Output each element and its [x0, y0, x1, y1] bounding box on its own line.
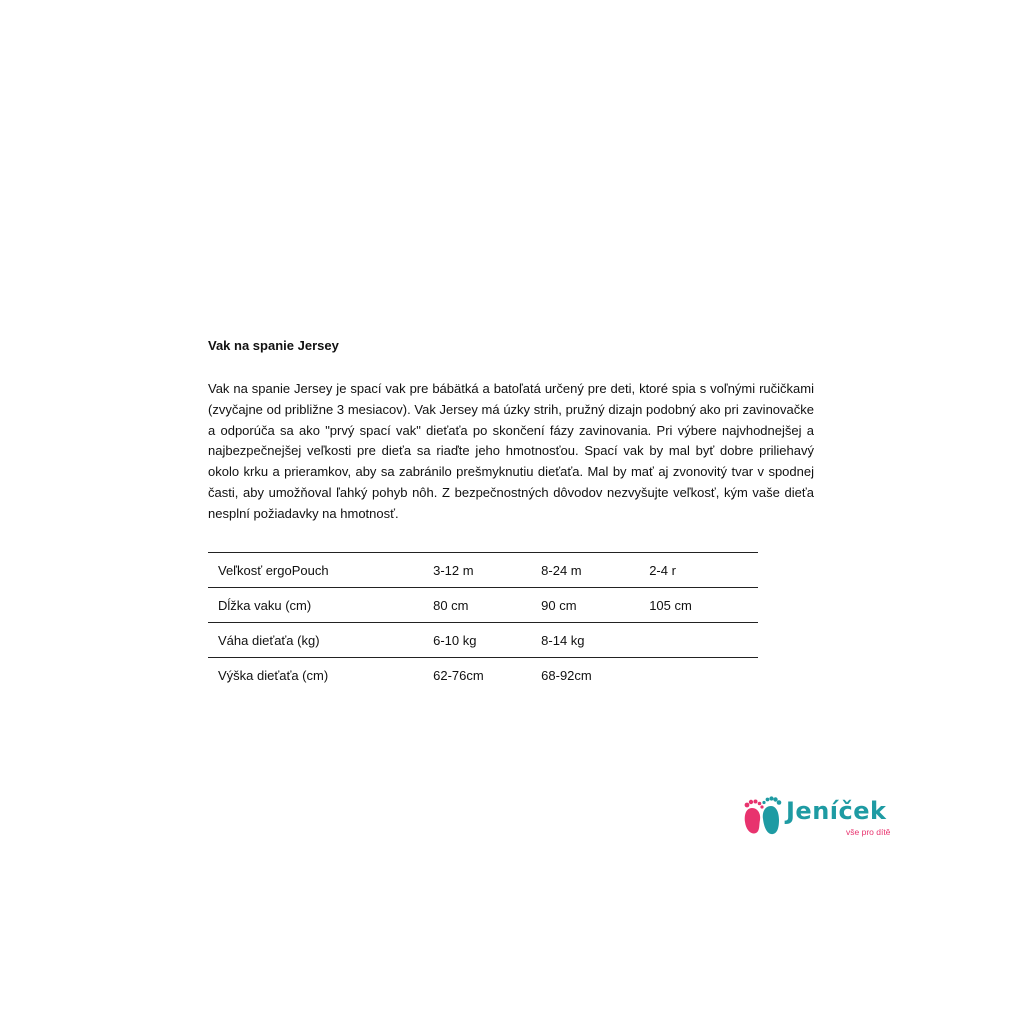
document-body: [208, 338, 814, 525]
table-cell: Váha dieťaťa (kg): [208, 623, 433, 658]
table-cell: [649, 623, 758, 658]
table-cell: 6-10 kg: [433, 623, 541, 658]
table-row: [208, 623, 758, 658]
document-paragraph: Vak na spanie Jersey je spací vak pre bábätká a batoľatá určený pre deti, ktoré spia s voľnými ručičkami (zvyčajne od približne 3 mesiacov). Vak Jersey má úzky strih, pružný dizajn podobný ako pri zavinovačke a odporúča sa ako "prvý spací vak" dieťaťa po skončení fázy zavinovania. Pri výbere najvhodnejšej a najbezpečnejšej veľkosti pre dieťa sa riaďte jeho hmotnosťou. Spací vak by mal byť dobre priliehavý okolo krku a prieramkov, aby sa zabránilo prešmyknutiu dieťaťa. Mal by mať aj zvonovitý tvar v spodnej časti, aby umožňoval ľahký pohyb nôh. Z bezpečnostných dôvodov nezvyšujte veľkosť, kým vaše dieťa nesplní požiadavky na hmotnosť.: [208, 381, 814, 521]
document-title: Vak na spanie Jersey: [208, 338, 339, 353]
table-cell: Veľkosť ergoPouch: [208, 553, 433, 588]
table-row: [208, 658, 758, 693]
table-cell: 62-76cm: [433, 658, 541, 693]
table-cell: [649, 658, 758, 693]
baby-feet-icon: [742, 795, 782, 837]
table-cell: 80 cm: [433, 588, 541, 623]
table-cell: 8-14 kg: [541, 623, 649, 658]
table-cell: 68-92cm: [541, 658, 649, 693]
table-cell: 105 cm: [649, 588, 758, 623]
table-cell: Výška dieťaťa (cm): [208, 658, 433, 693]
table-row: [208, 588, 758, 623]
brand-logo: [742, 795, 902, 841]
brand-name: Jeníček: [786, 797, 887, 825]
size-table: [208, 552, 758, 692]
table-cell: Dĺžka vaku (cm): [208, 588, 433, 623]
table-cell: 90 cm: [541, 588, 649, 623]
table-cell: 3-12 m: [433, 553, 541, 588]
table-cell: 2-4 r: [649, 553, 758, 588]
table-cell: 8-24 m: [541, 553, 649, 588]
table-row: [208, 553, 758, 588]
brand-tagline: vše pro dítě: [846, 827, 891, 837]
